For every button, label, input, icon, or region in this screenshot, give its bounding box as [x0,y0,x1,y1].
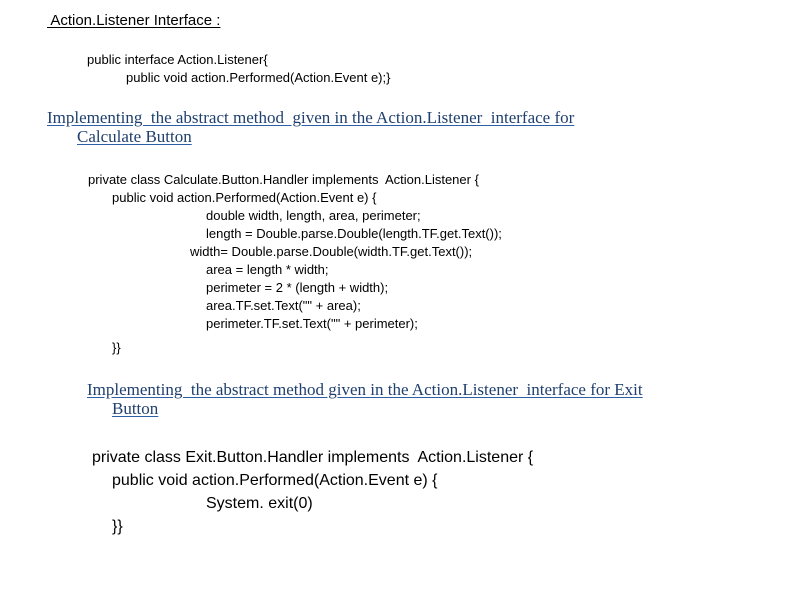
exit-heading-line2: Button [112,399,159,418]
exit-heading-line1: Implementing the abstract method given in the Action.Listener interface for Exit [87,380,643,399]
calculate-code-line: area = length * width; [206,262,329,277]
interface-code-line: public interface Action.Listener{ [87,52,268,67]
exit-code-line: System. exit(0) [206,495,313,512]
calculate-code-line: length = Double.parse.Double(length.TF.get.Text()); [206,226,502,241]
calculate-code-line: }} [112,340,121,355]
calculate-code-line: area.TF.set.Text("" + area); [206,298,361,313]
interface-code-line: public void action.Performed(Action.Event e);} [126,70,391,85]
calculate-code-line: width= Double.parse.Double(width.TF.get.Text()); [190,244,473,259]
calculate-heading-line2: Calculate Button [77,127,192,146]
calculate-code-line: perimeter.TF.set.Text("" + perimeter); [206,316,418,331]
calculate-code-line: private class Calculate.Button.Handler implements Action.Listener { [88,172,479,187]
calculate-heading-line1: Implementing the abstract method given in the Action.Listener interface for [47,108,575,127]
exit-code-line: public void action.Performed(Action.Event e) { [112,472,438,489]
exit-code-line: }} [112,518,123,535]
interface-title: Action.Listener Interface : [47,12,221,29]
calculate-code-line: public void action.Performed(Action.Event e) { [112,190,377,205]
calculate-code-line: double width, length, area, perimeter; [206,208,421,223]
exit-code-line: private class Exit.Button.Handler implements Action.Listener { [92,449,534,466]
calculate-code-line: perimeter = 2 * (length + width); [206,280,389,295]
